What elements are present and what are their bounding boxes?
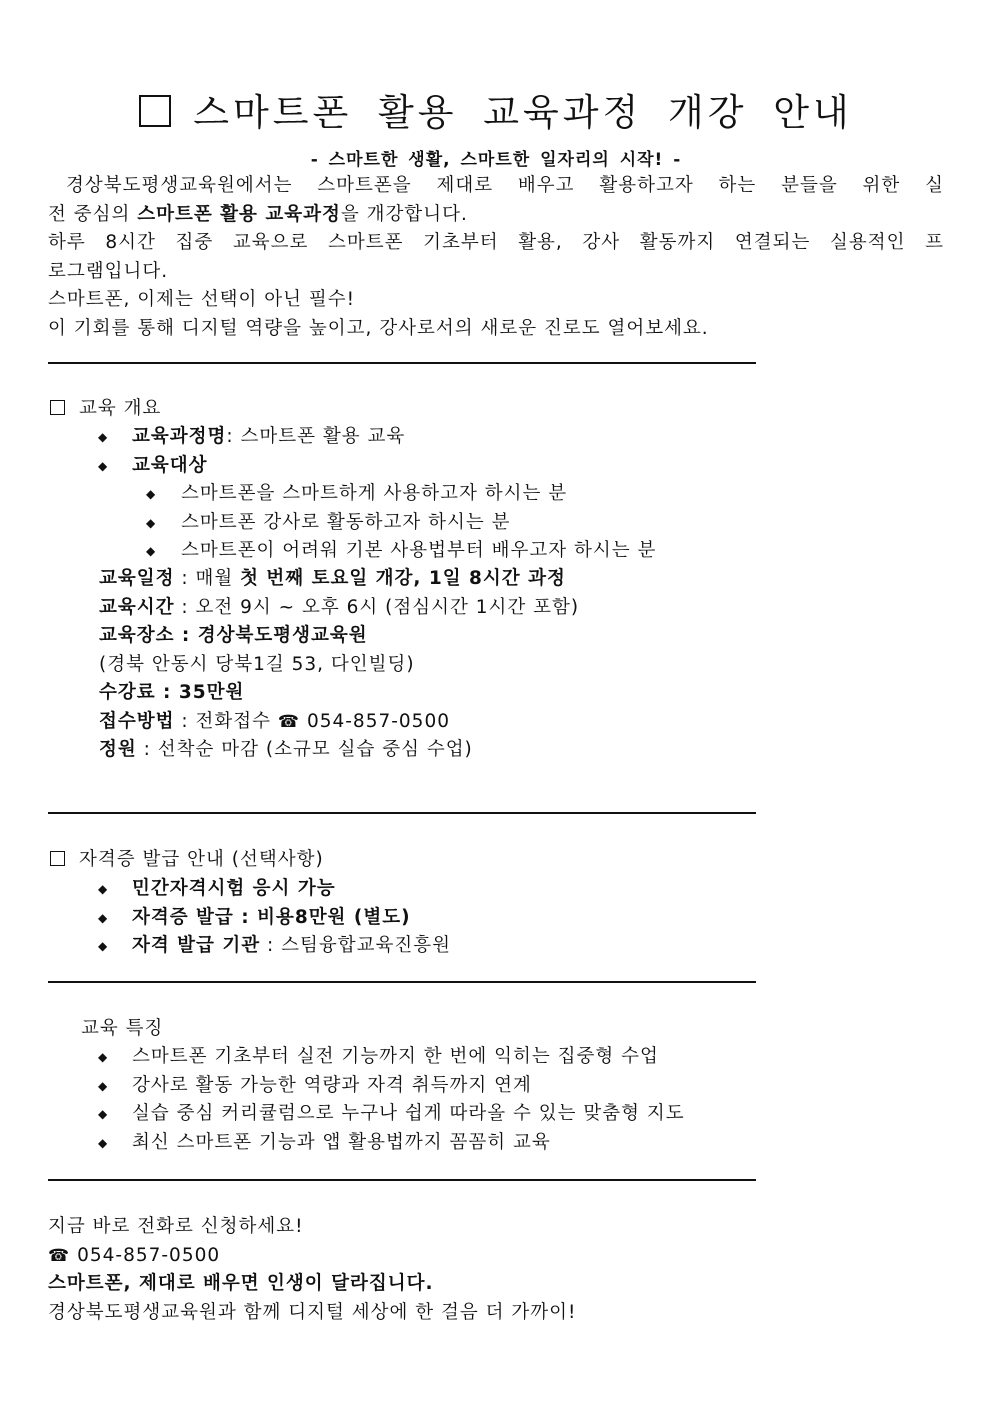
capacity-line: 정원 : 선착순 마감 (소규모 실습 중심 수업) [99,739,473,760]
apply-line: 접수방법 : 전화접수 ☎ 054-857-0500 [99,710,450,732]
closing-line: 경상북도평생교육원과 함께 디지털 세상에 한 걸음 더 가까이! [48,1301,577,1323]
divider [48,362,756,364]
diamond-bullet-icon: ◆ [146,487,157,501]
target-list [146,480,657,566]
diamond-bullet-icon: ◆ [98,430,109,444]
list-item: ◆ 자격증 발급 : 비용8만원 (별도) [132,904,451,933]
list-item: ◆ 스마트폰 기초부터 실전 기능까지 한 번에 익히는 집중형 수업 [132,1043,685,1072]
telephone-icon: ☎ [277,711,301,732]
diamond-bullet-icon: ◆ [98,1078,109,1093]
closing-line: 스마트폰, 제대로 배우면 인생이 달라집니다. [48,1273,434,1294]
diamond-bullet-icon: ◆ [98,1050,109,1064]
divider [48,812,756,814]
diamond-bullet-icon: ◆ [146,515,157,530]
empty-square-icon [139,95,171,127]
phone-number[interactable]: 054-857-0500 [306,710,450,732]
empty-square-icon [50,851,65,866]
intro-line: 스마트폰, 이제는 선택이 아닌 필수! [48,289,356,310]
diamond-bullet-icon: ◆ [98,458,109,473]
list-item: ◆ 최신 스마트폰 기능과 앱 활용법까지 꼼꼼히 교육 [132,1129,685,1158]
diamond-bullet-icon: ◆ [98,882,109,896]
closing-phone-line [48,1242,576,1271]
list-item: ◆ 교육과정명: 스마트폰 활용 교육 [132,423,405,452]
page-subtitle: - 스마트한 생활, 스마트한 일자리의 시작! - [310,150,682,170]
certificate-heading: 자격증 발급 안내 (선택사항) [50,846,324,875]
divider [48,981,756,983]
diamond-bullet-icon: ◆ [146,544,157,558]
intro-line: 경상북도평생교육원에서는 스마트폰을 제대로 배우고 활용하고자 하는 분들을 위한 실 [66,175,944,196]
list-item: ◆ 스마트폰이 어려워 기본 사용법부터 배우고자 하시는 분 [181,537,656,566]
features-list [98,1043,685,1157]
list-item: ◆ 민간자격시험 응시 가능 [132,875,451,904]
closing-section [48,1213,576,1327]
page-title: 스마트폰 활용 교육과정 개강 안내 [0,88,992,138]
diamond-bullet-icon: ◆ [98,939,109,953]
list-item: ◆ 교육대상 [132,452,405,481]
intro-section [48,172,944,343]
intro-line: 이 기회를 통해 디지털 역량을 높이고, 강사로서의 새로운 진로도 열어보세요. [48,317,709,339]
time-line: 교육시간 : 오전 9시 ~ 오후 6시 (점심시간 1시간 포함) [99,596,580,618]
address-line: (경북 안동시 당북1길 53, 다인빌딩) [99,653,415,675]
telephone-icon: ☎ [48,1245,71,1266]
intro-line: 전 중심의 스마트폰 활용 교육과정을 개강합니다. [48,203,468,225]
fee-line: 수강료 : 35만원 [99,682,245,703]
diamond-bullet-icon: ◆ [98,1107,109,1121]
diamond-bullet-icon: ◆ [98,910,109,925]
overview-details [99,565,579,765]
overview-list [98,423,406,480]
list-item: ◆ 스마트폰을 스마트하게 사용하고자 하시는 분 [181,480,656,509]
closing-line: 지금 바로 전화로 신청하세요! [48,1216,304,1237]
certificate-list [98,875,451,961]
list-item: ◆ 스마트폰 강사로 활동하고자 하시는 분 [181,509,656,538]
overview-heading: 교육 개요 [50,395,161,424]
features-heading: 교육 특징 [81,1018,164,1039]
list-item: ◆ 실습 중심 커리큘럼으로 누구나 쉽게 따라올 수 있는 맞춤형 지도 [132,1100,685,1129]
schedule-line: 교육일정 : 매월 첫 번째 토요일 개강, 1일 8시간 과정 [99,568,566,589]
empty-square-icon [50,400,65,415]
diamond-bullet-icon: ◆ [98,1135,109,1150]
intro-line: 로그램입니다. [48,260,169,282]
place-line: 교육장소 : 경상북도평생교육원 [99,625,368,646]
phone-number[interactable]: 054-857-0500 [77,1244,221,1266]
intro-line: 하루 8시간 집중 교육으로 스마트폰 기초부터 활용, 강사 활동까지 연결되는 실용적인 프 [48,232,944,253]
divider [48,1179,756,1181]
list-item: ◆ 강사로 활동 가능한 역량과 자격 취득까지 연계 [132,1072,685,1101]
list-item: ◆ 자격 발급 기관 : 스팀융합교육진흥원 [132,932,451,961]
